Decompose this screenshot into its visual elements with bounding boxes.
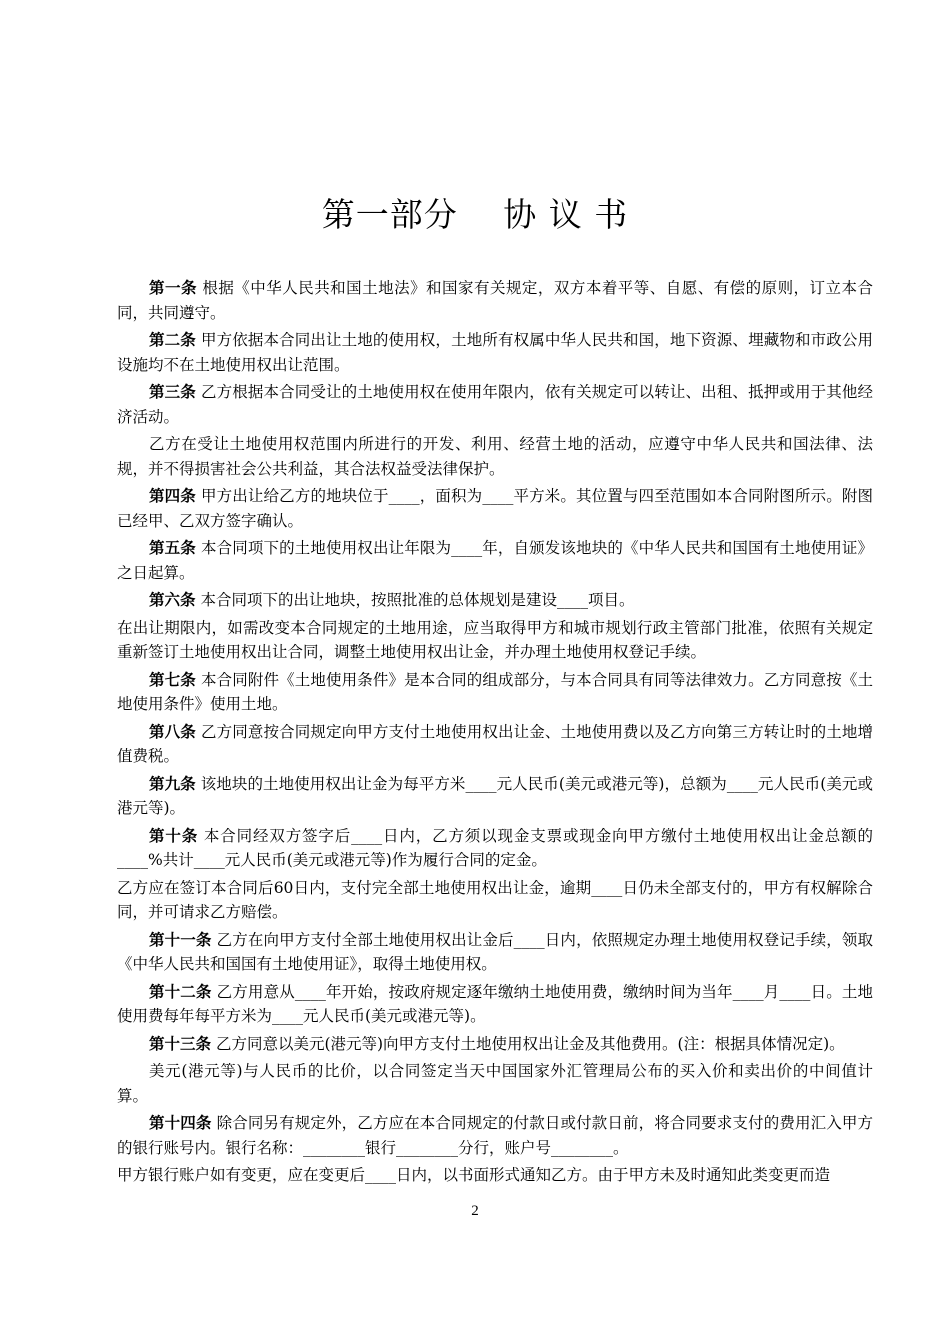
article-paragraph bbox=[117, 824, 873, 873]
article-text: 乙方应在签订本合同后60日内，支付完全部土地使用权出让金，逾期____日仍未全部支付的，甲方有权解除合同，并可请求乙方赔偿。 bbox=[117, 878, 873, 921]
article-text: 甲方出让给乙方的地块位于____，面积为____平方米。其位置与四至范围如本合同附图所示。附图已经甲、乙双方签字确认。 bbox=[117, 487, 873, 530]
article-text: 乙方在受让土地使用权范围内所进行的开发、利用、经营土地的活动，应遵守中华人民共和国法律、法规，并不得损害社会公共利益，其合法权益受法律保护。 bbox=[117, 435, 873, 478]
article-text: 乙方同意按合同规定向甲方支付土地使用权出让金、土地使用费以及乙方向第三方转让时的土地增值费税。 bbox=[117, 722, 873, 765]
article-paragraph bbox=[117, 772, 873, 821]
article-text: 本合同经双方签字后____日内，乙方须以现金支票或现金向甲方缴付土地使用权出让金总额的____%共计____元人民币(美元或港元等)作为履行合同的定金。 bbox=[117, 826, 873, 869]
article-number: 第十条 bbox=[149, 826, 199, 845]
article-text: 甲方银行账户如有变更，应在变更后____日内，以书面形式通知乙方。由于甲方未及时通知此类变更而造 bbox=[117, 1166, 831, 1184]
article-paragraph bbox=[117, 536, 873, 585]
article-paragraph bbox=[117, 588, 873, 613]
article-paragraph bbox=[117, 432, 873, 481]
article-paragraph bbox=[117, 328, 873, 377]
article-text: 该地块的土地使用权出让金为每平方米____元人民币(美元或港元等)，总额为____元人民币(美元或港元等)。 bbox=[117, 774, 873, 817]
article-paragraph bbox=[117, 876, 873, 925]
article-text: 本合同附件《土地使用条件》是本合同的组成部分，与本合同具有同等法律效力。乙方同意按《土地使用条件》使用土地。 bbox=[117, 670, 873, 713]
document-body bbox=[117, 276, 873, 1191]
article-text: 乙方同意以美元(港元等)向甲方支付土地使用权出让金及其他费用。(注：根据具体情况定)。 bbox=[211, 1034, 845, 1053]
article-number: 第十三条 bbox=[149, 1034, 212, 1053]
article-paragraph bbox=[117, 1032, 873, 1057]
article-number: 第四条 bbox=[149, 487, 196, 505]
article-number: 第六条 bbox=[149, 591, 196, 609]
article-paragraph bbox=[117, 616, 873, 665]
article-text: 本合同项下的土地使用权出让年限为____年，自颁发该地块的《中华人民共和国国有土地使用证》之日起算。 bbox=[117, 539, 873, 582]
article-text: 根据《中华人民共和国土地法》和国家有关规定，双方本着平等、自愿、有偿的原则，订立本合同，共同遵守。 bbox=[117, 279, 873, 322]
article-paragraph bbox=[117, 1059, 873, 1108]
document-title: 第一部分 协 议 书 bbox=[321, 195, 629, 234]
article-number: 第十一条 bbox=[149, 930, 212, 949]
article-text: 美元(港元等)与人民币的比价，以合同签定当天中国国家外汇管理局公布的买入价和卖出价的中间值计算。 bbox=[117, 1062, 873, 1105]
article-paragraph bbox=[117, 1163, 873, 1188]
article-number: 第五条 bbox=[149, 539, 196, 557]
article-number: 第二条 bbox=[149, 331, 196, 349]
article-paragraph bbox=[117, 720, 873, 769]
article-number: 第十四条 bbox=[149, 1114, 212, 1132]
article-number: 第八条 bbox=[149, 722, 196, 741]
article-paragraph bbox=[117, 276, 873, 325]
article-paragraph bbox=[117, 668, 873, 717]
article-paragraph bbox=[117, 1111, 873, 1160]
article-text: 乙方用意从____年开始，按政府规定逐年缴纳土地使用费，缴纳时间为当年____月____日。土地使用费每年每平方米为____元人民币(美元或港元等)。 bbox=[117, 982, 873, 1025]
article-text: 除合同另有规定外，乙方应在本合同规定的付款日或付款日前，将合同要求支付的费用汇入甲方的银行账号内。银行名称：________银行________分行，账户号________。 bbox=[117, 1114, 873, 1157]
article-number: 第七条 bbox=[149, 670, 196, 689]
article-number: 第九条 bbox=[149, 774, 196, 793]
article-number: 第一条 bbox=[149, 279, 197, 297]
article-text: 本合同项下的出让地块，按照批准的总体规划是建设____项目。 bbox=[195, 591, 635, 609]
article-text: 乙方在向甲方支付全部土地使用权出让金后____日内，依照规定办理土地使用权登记手续，领取《中华人民共和国国有土地使用证》，取得土地使用权。 bbox=[117, 930, 873, 973]
article-paragraph bbox=[117, 484, 873, 533]
article-paragraph bbox=[117, 928, 873, 977]
article-number: 第三条 bbox=[149, 383, 196, 401]
article-paragraph bbox=[117, 980, 873, 1029]
article-text: 乙方根据本合同受让的土地使用权在使用年限内，依有关规定可以转让、出租、抵押或用于其他经济活动。 bbox=[117, 383, 873, 426]
article-paragraph bbox=[117, 380, 873, 429]
article-text: 在出让期限内，如需改变本合同规定的土地用途，应当取得甲方和城市规划行政主管部门批准，依照有关规定重新签订土地使用权出让合同，调整土地使用权出让金，并办理土地使用权登记手续。 bbox=[117, 618, 873, 661]
article-number: 第十二条 bbox=[149, 982, 212, 1001]
article-text: 甲方依据本合同出让土地的使用权，土地所有权属中华人民共和国，地下资源、埋藏物和市政公用设施均不在土地使用权出让范围。 bbox=[117, 331, 873, 374]
page-number: 2 bbox=[471, 1203, 479, 1219]
